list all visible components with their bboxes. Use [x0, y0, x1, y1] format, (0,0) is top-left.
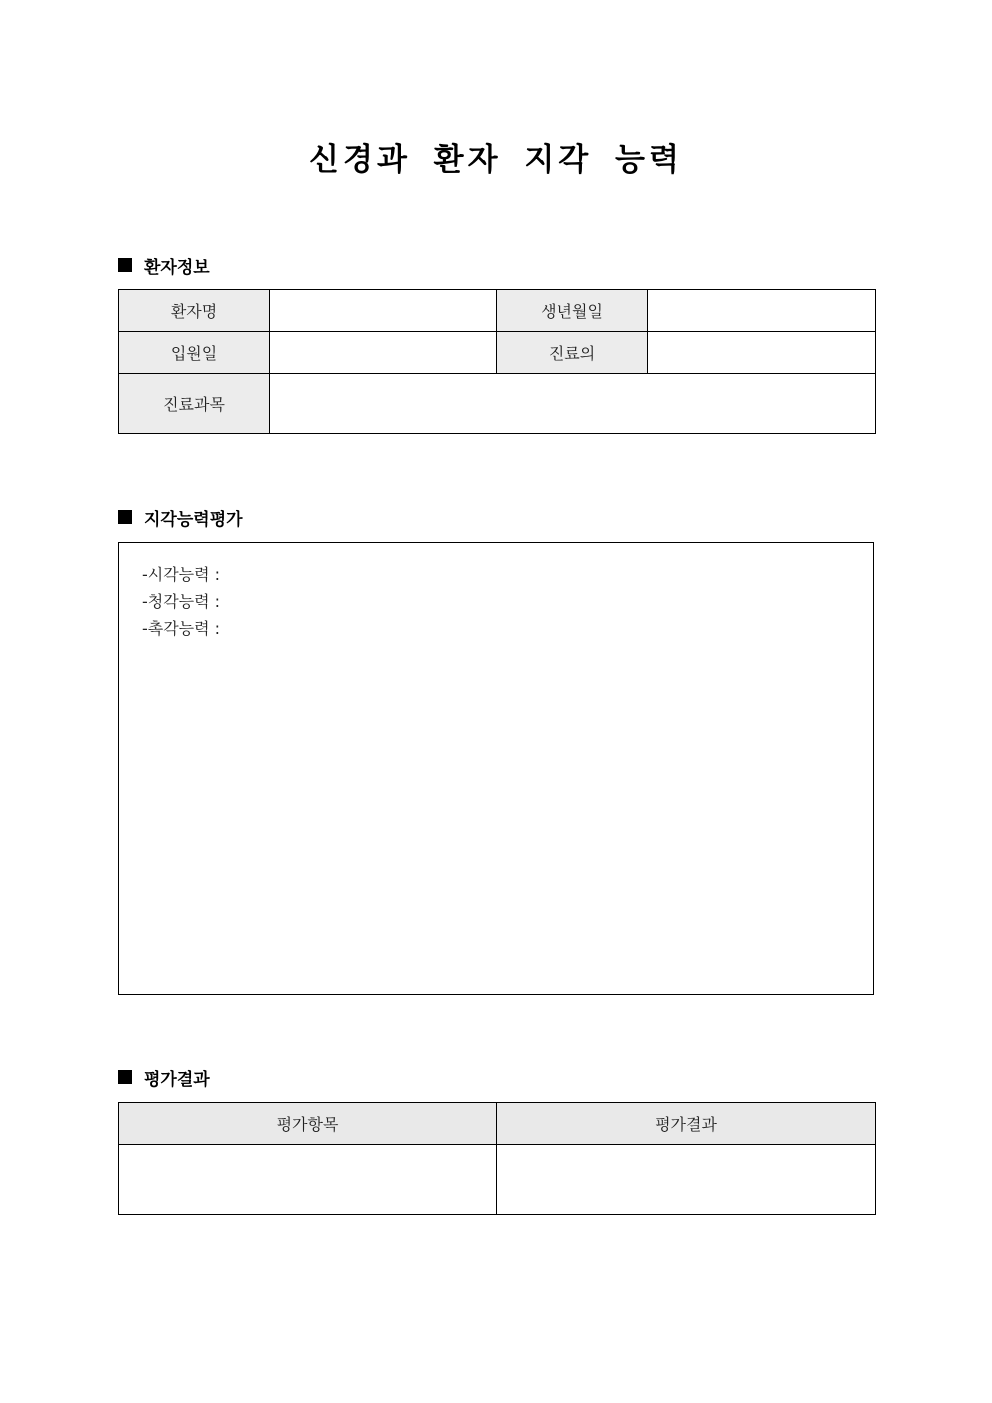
page-title: 신경과 환자 지각 능력 — [309, 142, 683, 178]
section-heading-label: 지각능력평가 — [144, 509, 243, 530]
table-row — [119, 374, 876, 434]
table-row — [119, 290, 876, 332]
table-row — [119, 1145, 876, 1215]
physician-label: 진료의 — [497, 332, 648, 374]
section-heading-label: 환자정보 — [144, 257, 210, 278]
assessment-text-area[interactable] — [118, 542, 874, 995]
black-square-bullet-icon — [118, 1070, 132, 1084]
column-header-item: 평가항목 — [119, 1103, 497, 1145]
table-row — [119, 332, 876, 374]
section-heading-patient-info — [118, 253, 210, 277]
department-label: 진료과목 — [119, 374, 270, 434]
admission-date-label: 입원일 — [119, 332, 270, 374]
patient-info-table — [118, 289, 876, 434]
results-table — [118, 1102, 876, 1215]
assessment-lines — [142, 563, 220, 644]
birth-date-label: 생년월일 — [497, 290, 648, 332]
section-heading-assessment — [118, 505, 243, 529]
physician-field[interactable] — [648, 332, 876, 374]
admission-date-field[interactable] — [270, 332, 497, 374]
column-header-result: 평가결과 — [497, 1103, 876, 1145]
auditory-ability-line: -청각능력 : — [142, 592, 221, 611]
section-heading-results — [118, 1065, 210, 1089]
black-square-bullet-icon — [118, 510, 132, 524]
patient-name-field[interactable] — [270, 290, 497, 332]
result-value-cell[interactable] — [497, 1145, 876, 1215]
visual-ability-line: -시각능력 : — [142, 565, 221, 584]
table-header-row — [119, 1103, 876, 1145]
patient-name-label: 환자명 — [119, 290, 270, 332]
department-field[interactable] — [270, 374, 876, 434]
section-heading-label: 평가결과 — [144, 1069, 210, 1090]
result-item-cell[interactable] — [119, 1145, 497, 1215]
birth-date-field[interactable] — [648, 290, 876, 332]
black-square-bullet-icon — [118, 258, 132, 272]
tactile-ability-line: -촉각능력 : — [142, 619, 221, 638]
